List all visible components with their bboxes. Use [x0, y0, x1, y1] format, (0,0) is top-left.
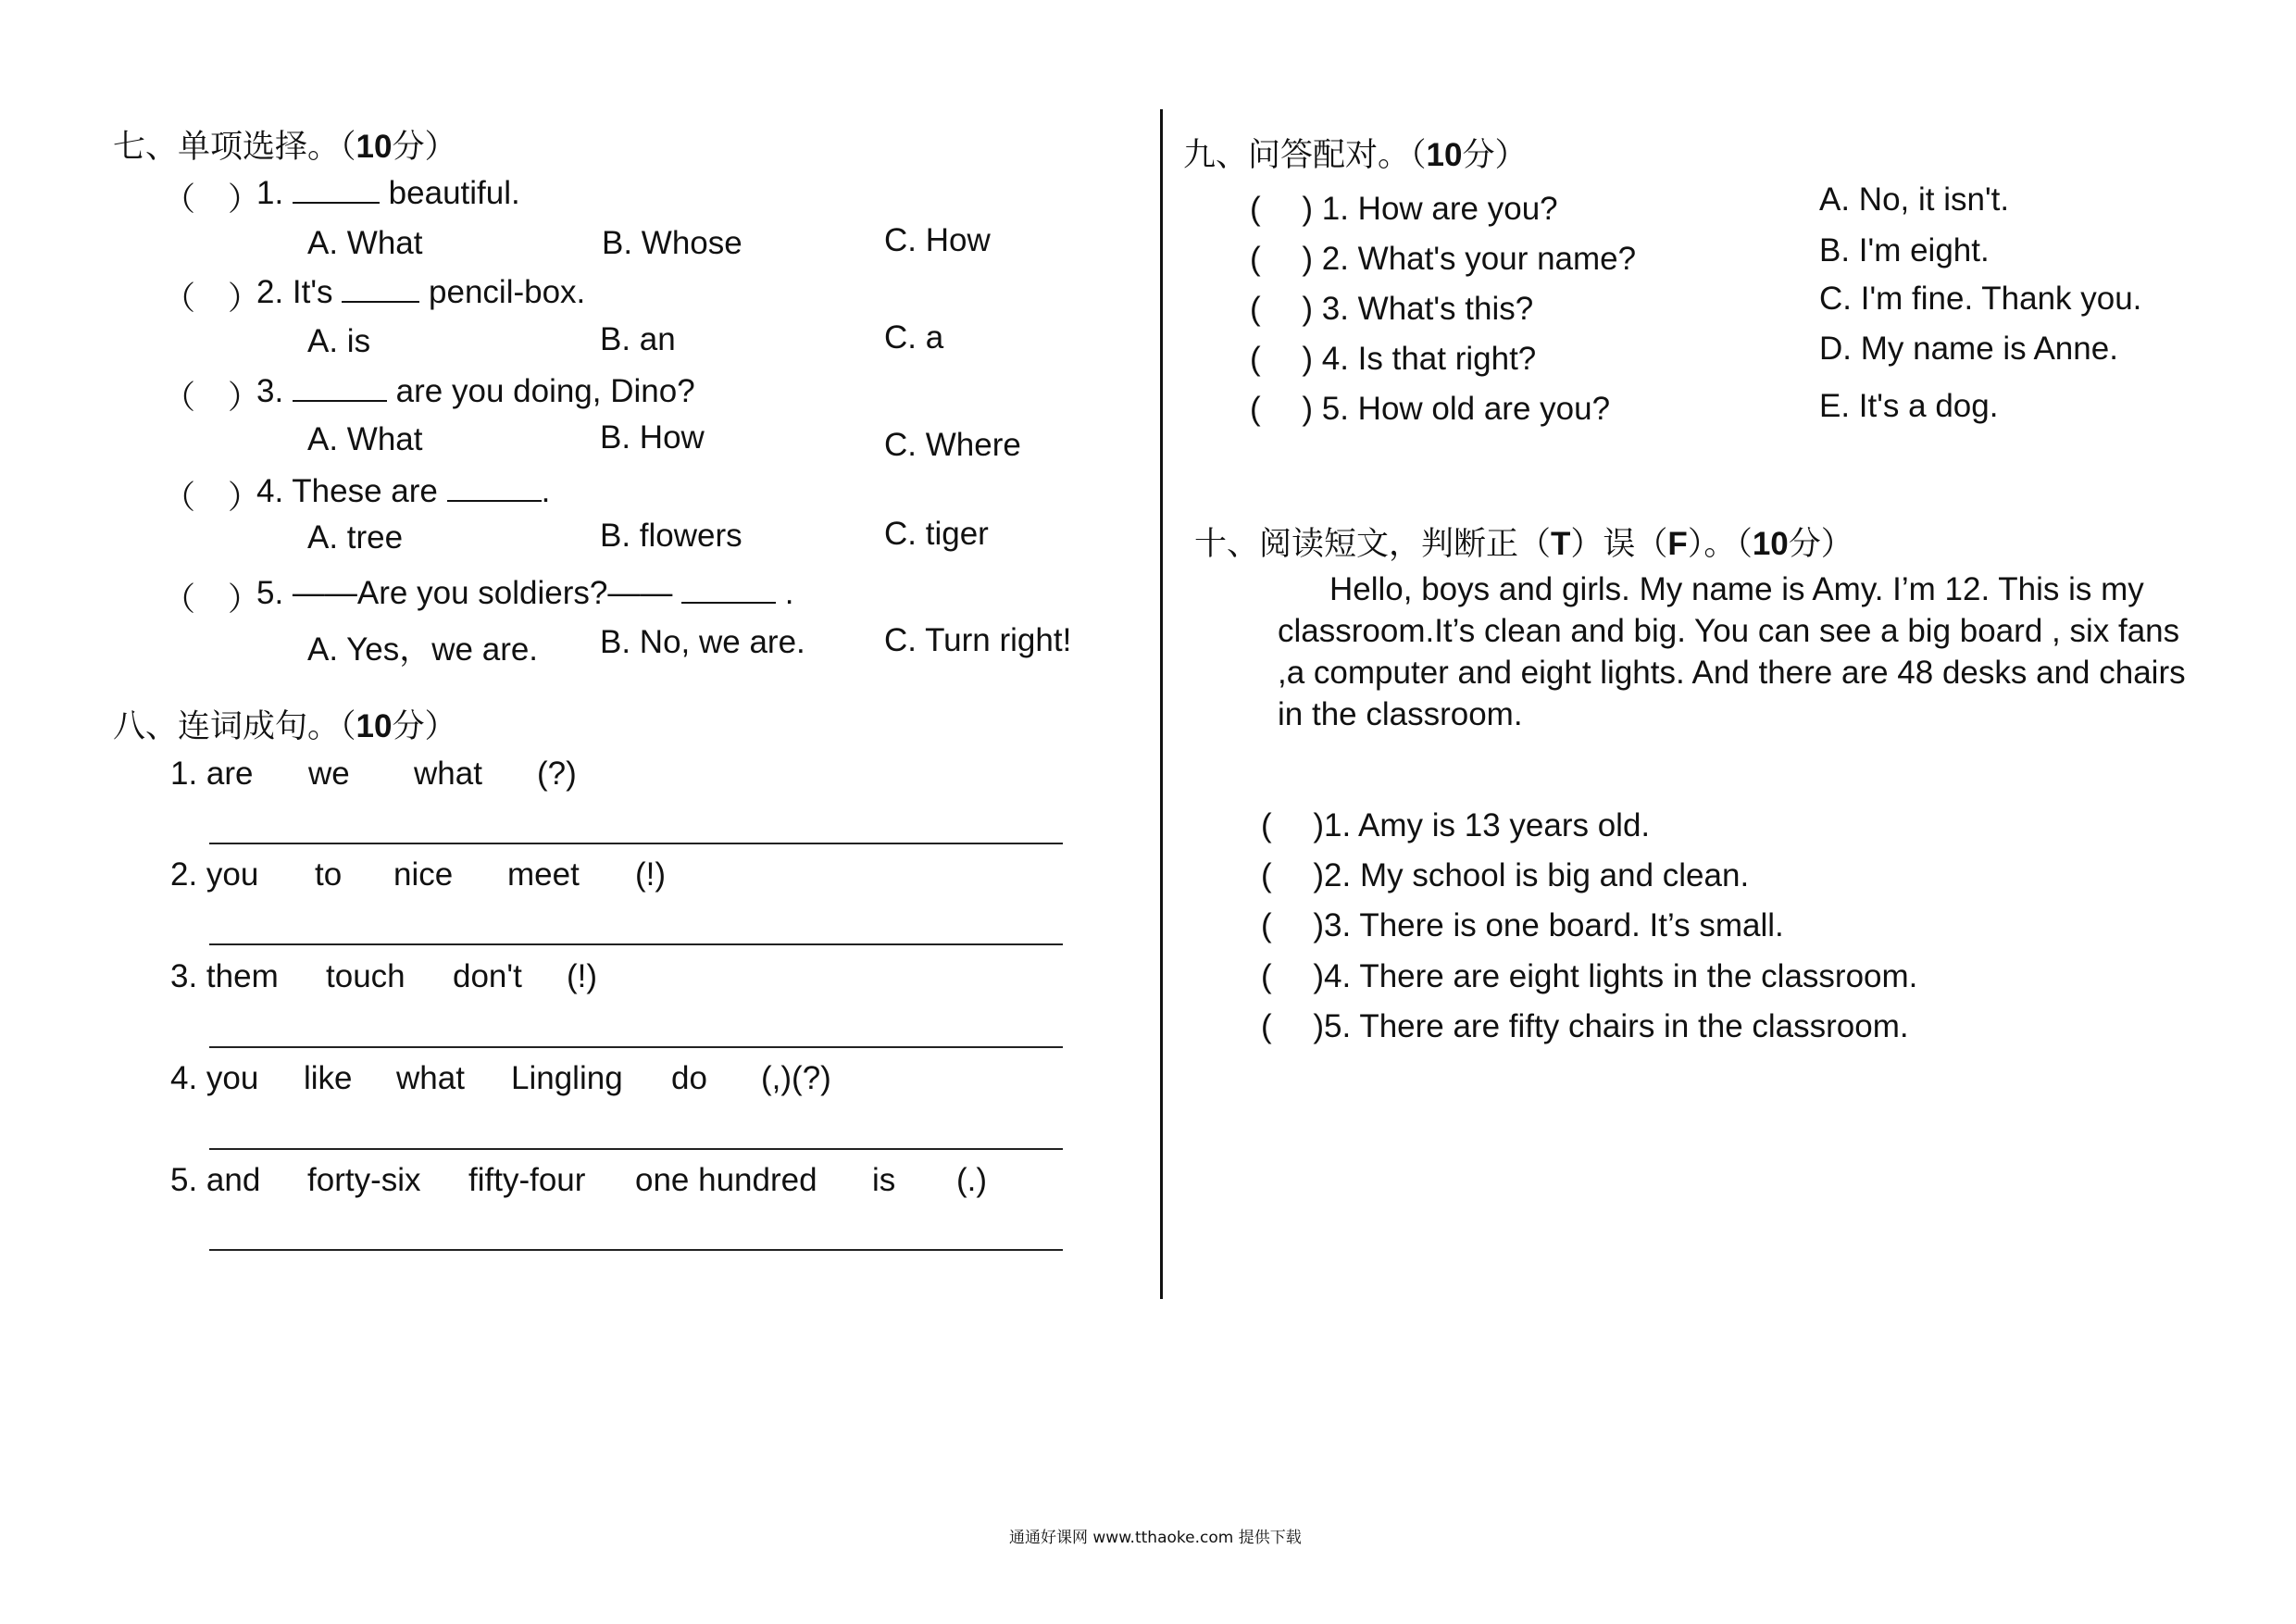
q5-option-b: B. No, we are.: [600, 624, 805, 660]
s8-4-w0: 4. you: [170, 1060, 259, 1096]
s9-answer-b: B. I'm eight.: [1819, 232, 1990, 269]
s8-4-w4: do: [671, 1060, 707, 1096]
s9-question-5: ( ) 5. How old are you?: [1250, 391, 1611, 427]
q4-option-c: C. tiger: [884, 516, 989, 552]
q1-text: 1. beautiful.: [256, 175, 520, 211]
q2-option-a: A. is: [307, 323, 371, 359]
q3-bracket: （ ）: [163, 380, 261, 416]
s10-item-4: ( )4. There are eight lights in the classroom.: [1261, 958, 1918, 994]
q1-option-c: C. How: [884, 222, 991, 258]
s9-answer-d: D. My name is Anne.: [1819, 331, 2118, 367]
answer-blank[interactable]: [293, 174, 380, 204]
q3-text: 3. are you doing, Dino?: [256, 373, 695, 409]
section9-title: 九、问答配对。（10分）: [1183, 137, 1528, 174]
answer-line[interactable]: [209, 1046, 1063, 1048]
q3-option-b: B. How: [600, 419, 705, 456]
q2-text: 2. It's pencil-box.: [256, 274, 586, 310]
answer-blank[interactable]: [447, 472, 542, 502]
s8-4-w5: (,)(?): [761, 1060, 831, 1096]
q4-text: 4. These are .: [256, 473, 551, 509]
answer-line[interactable]: [209, 1148, 1063, 1150]
s8-3-w2: don't: [453, 958, 522, 994]
s9-question-2: ( ) 2. What's your name?: [1250, 241, 1637, 277]
q1-option-a: A. What: [307, 225, 423, 261]
s10-item-1: ( )1. Amy is 13 years old.: [1261, 807, 1651, 843]
s9-question-3: ( ) 3. What's this?: [1250, 291, 1534, 327]
s8-5-w3: one hundred: [635, 1162, 817, 1198]
answer-blank[interactable]: [293, 372, 387, 402]
answer-line[interactable]: [209, 943, 1063, 945]
s10-item-2: ( )2. My school is big and clean.: [1261, 857, 1750, 893]
q3-option-c: C. Where: [884, 427, 1021, 463]
s9-question-4: ( ) 4. Is that right?: [1250, 341, 1537, 377]
column-divider: [1160, 109, 1163, 1299]
answer-line[interactable]: [209, 1249, 1063, 1251]
q1-option-b: B. Whose: [602, 225, 742, 261]
q4-bracket: （ ）: [163, 480, 261, 516]
q2-option-c: C. a: [884, 319, 944, 356]
s8-4-w2: what: [396, 1060, 465, 1096]
section7-title: 七、单项选择。（10分）: [113, 129, 457, 166]
q3-option-a: A. What: [307, 421, 423, 457]
s8-5-w0: 5. and: [170, 1162, 261, 1198]
s8-5-w4: is: [872, 1162, 896, 1198]
s8-3-w3: (!): [567, 958, 598, 994]
s8-5-w2: fifty-four: [468, 1162, 586, 1198]
answer-blank[interactable]: [342, 273, 419, 303]
s8-2-w4: (!): [635, 856, 667, 893]
s10-item-3: ( )3. There is one board. It’s small.: [1261, 907, 1784, 943]
s10-item-5: ( )5. There are fifty chairs in the classroom.: [1261, 1008, 1909, 1044]
s8-1-w3: (?): [537, 756, 577, 792]
section8-title: 八、连词成句。（10分）: [113, 708, 457, 745]
s9-question-1: ( ) 1. How are you?: [1250, 191, 1558, 227]
q4-option-a: A. tree: [307, 519, 404, 556]
s9-answer-a: A. No, it isn't.: [1819, 181, 2010, 218]
q5-option-c: C. Turn right!: [884, 622, 1072, 658]
s8-1-w2: what: [414, 756, 482, 792]
s8-1-w1: we: [308, 756, 350, 792]
q1-bracket: （ ）: [163, 181, 261, 218]
s9-answer-c: C. I'm fine. Thank you.: [1819, 281, 2142, 317]
s8-5-w5: (.): [956, 1162, 988, 1198]
answer-line[interactable]: [209, 843, 1063, 844]
s8-2-w0: 2. you: [170, 856, 259, 893]
reading-passage: Hello, boys and girls. My name is Amy. I’m 12. This is my classroom.It’s clean and big. You can see a big board , six fans ,a computer and eight lights. And there are 48 desks and chairs in the classroom.: [1278, 571, 2186, 732]
footer-credit: 通通好课网 www.tthaoke.com 提供下载: [1009, 1529, 1302, 1547]
answer-blank[interactable]: [681, 574, 776, 604]
s8-3-w0: 3. them: [170, 958, 279, 994]
s8-2-w3: meet: [507, 856, 580, 893]
s8-2-w2: nice: [393, 856, 454, 893]
s8-1-w0: 1. are: [170, 756, 254, 792]
s8-3-w1: touch: [326, 958, 406, 994]
q2-option-b: B. an: [600, 321, 676, 357]
s8-5-w1: forty-six: [307, 1162, 421, 1198]
s8-4-w1: like: [304, 1060, 353, 1096]
q4-option-b: B. flowers: [600, 518, 742, 554]
q2-bracket: （ ）: [163, 281, 261, 317]
s8-2-w1: to: [315, 856, 343, 893]
q5-option-a: A. Yes，we are.: [307, 631, 539, 668]
s8-4-w3: Lingling: [511, 1060, 623, 1096]
s9-answer-e: E. It's a dog.: [1819, 388, 1999, 424]
q5-bracket: （ ）: [163, 581, 261, 618]
section10-title: 十、阅读短文，判断正（T）误（F）。（10分）: [1194, 526, 1853, 563]
q5-text: 5. ——Are you soldiers?—— .: [256, 575, 794, 611]
